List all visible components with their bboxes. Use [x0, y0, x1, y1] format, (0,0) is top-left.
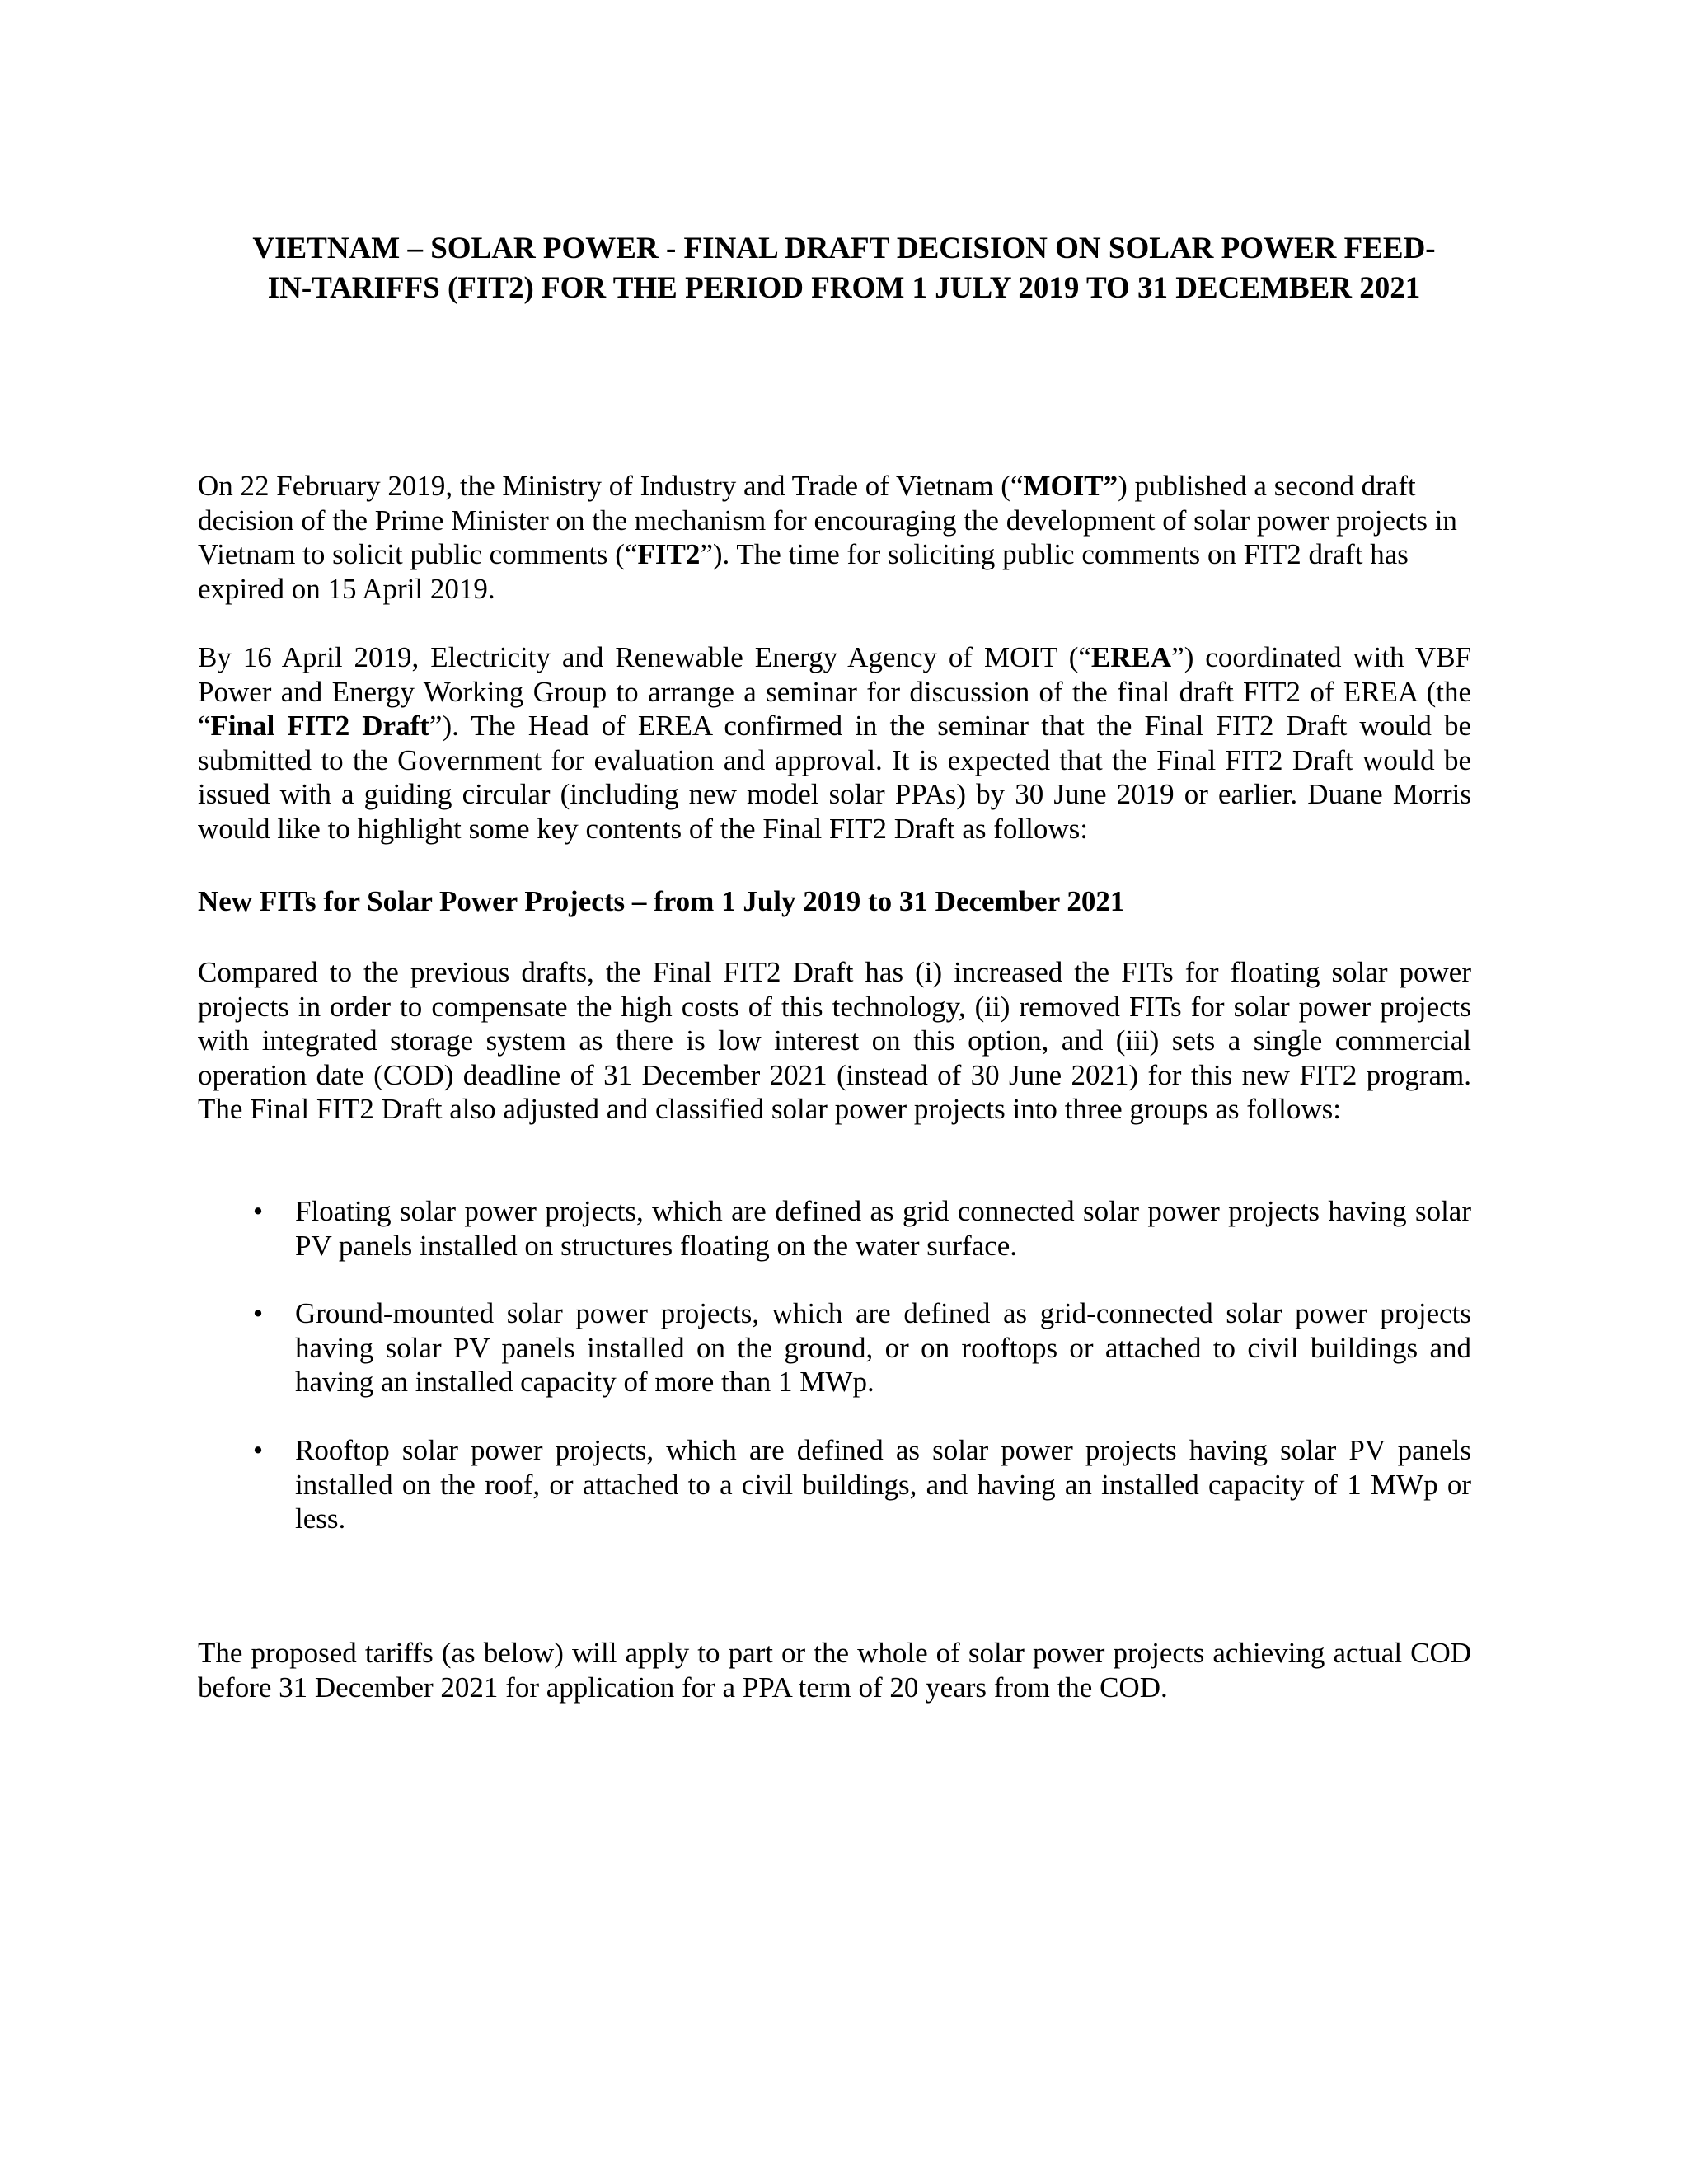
p2-term-erea: EREA: [1090, 641, 1172, 673]
bullet-icon: •: [252, 1434, 264, 1466]
list-item-text: Rooftop solar power projects, which are defined as solar power projects having solar PV panels installed on the roof, or attached to a civil buildings, and having an installed capacity of 1 MWp or less.: [295, 1434, 1471, 1535]
title-line-1: VIETNAM – SOLAR POWER - FINAL DRAFT DECISION ON SOLAR POWER FEED-: [252, 232, 1436, 265]
title-line-2: IN-TARIFFS (FIT2) FOR THE PERIOD FROM 1 JULY 2019 TO 31 DECEMBER 2021: [267, 271, 1421, 305]
paragraph-tariffs: The proposed tariffs (as below) will apply to part or the whole of solar power projects achieving actual COD before 31 December 2021 for application for a PPA term of 20 years from the COD.: [198, 1637, 1471, 1704]
p2-text-a: By 16 April 2019, Electricity and Renewable Energy Agency of MOIT (“: [198, 641, 1091, 673]
p2-term-final-fit2-draft: Final FIT2 Draft: [210, 710, 429, 742]
p2-text-c: ”) coordinated with VBF Power and Energy Working Group to arrange a seminar for discussion of the final draft FIT2 of EREA (the “: [198, 641, 1471, 742]
paragraph-seminar: [198, 640, 1471, 846]
list-item-text: Ground-mounted solar power projects, which are defined as grid-connected solar power projects having solar PV panels installed on the ground, or on rooftops or attached to civil buildings and having an installed capacity of more than 1 MWp.: [295, 1297, 1471, 1398]
p1-term-moit: MOIT”: [1023, 470, 1118, 502]
paragraph-comparison: Compared to the previous drafts, the Final FIT2 Draft has (i) increased the FITs for floating solar power projects in order to compensate the high costs of this technology, (ii) removed FITs for solar power projects with integrated storage system as there is low interest on this option, and (iii) sets a single commercial operation date (COD) deadline of 31 December 2021 (instead of 30 June 2021) for this new FIT2 program. The Final FIT2 Draft also adjusted and classified solar power projects into three groups as follows:: [198, 956, 1471, 1125]
bullet-icon: •: [252, 1297, 264, 1329]
document-title: [165, 229, 1523, 308]
section-heading: New FITs for Solar Power Projects – from 1 July 2019 to 31 December 2021: [198, 885, 1125, 917]
paragraph-intro: [198, 469, 1471, 606]
list-item-text: Floating solar power projects, which are defined as grid connected solar power projects having solar PV panels installed on structures floating on the water surface.: [295, 1195, 1471, 1262]
p1-text-e: ”). The time for soliciting public comments on FIT2 draft has expired on 15 April 2019.: [198, 538, 1409, 605]
p1-text-a: On 22 February 2019, the Ministry of Industry and Trade of Vietnam (“: [198, 470, 1024, 502]
p1-text-c: ) published a second draft decision of the Prime Minister on the mechanism for encouraging the development of solar power projects in Vietnam to solicit public comments (“: [198, 470, 1457, 570]
p1-term-fit2: FIT2: [637, 538, 701, 570]
p2-text-e: ”). The Head of EREA confirmed in the seminar that the Final FIT2 Draft would be submitted to the Government for evaluation and approval. It is expected that the Final FIT2 Draft would be issued with a guiding circular (including new model solar PPAs) by 30 June 2019 or earlier. Duane Morris would like to highlight some key contents of the Final FIT2 Draft as follows:: [198, 710, 1471, 845]
bullet-icon: •: [252, 1195, 264, 1227]
